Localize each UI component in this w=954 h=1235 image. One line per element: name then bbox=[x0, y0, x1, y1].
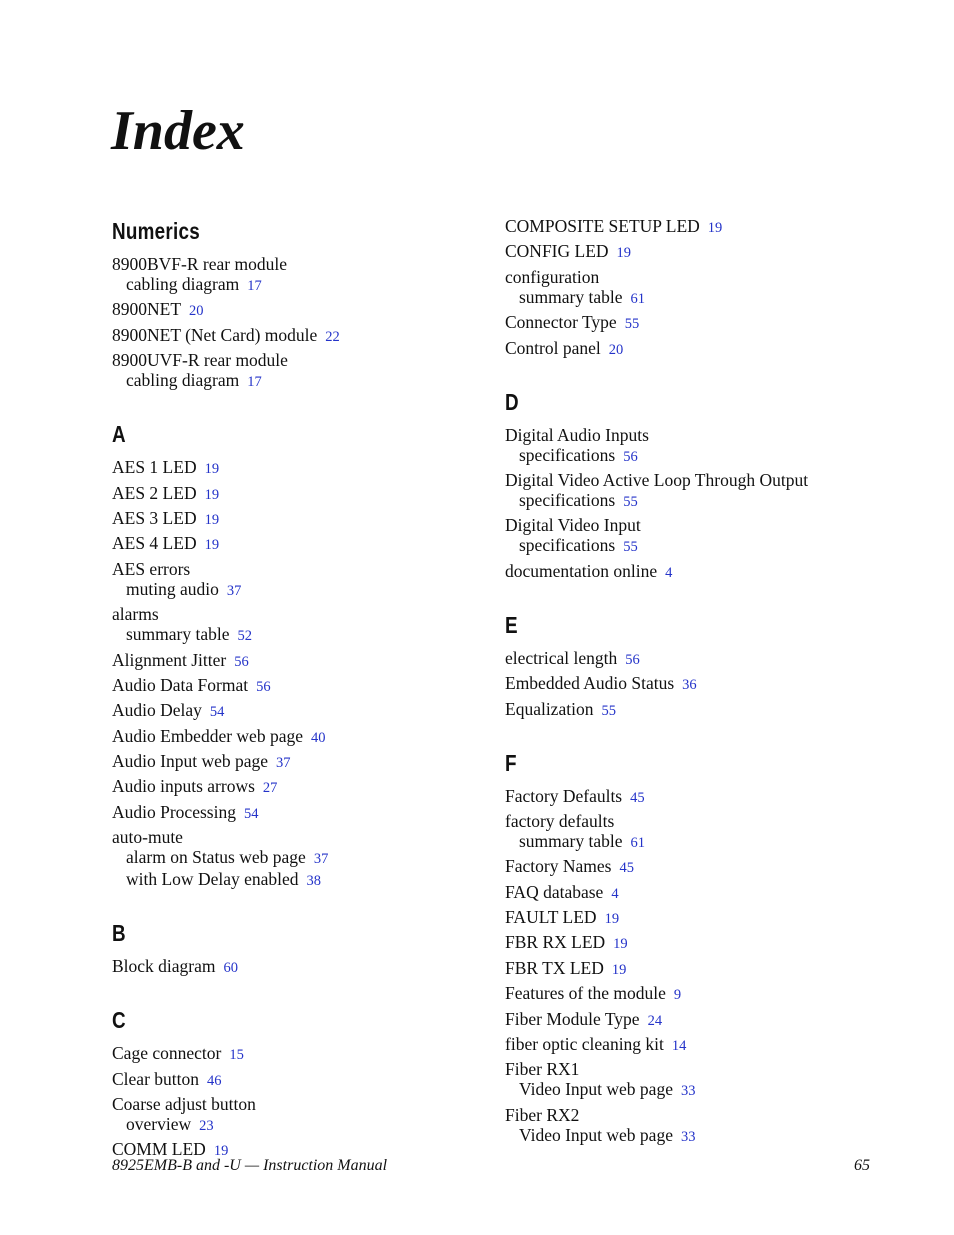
index-entry bbox=[505, 882, 885, 904]
index-entry bbox=[505, 1034, 885, 1056]
index-entry bbox=[112, 675, 492, 697]
index-entry bbox=[505, 907, 885, 929]
section-heading: A bbox=[112, 421, 126, 448]
entry-term: COMPOSITE SETUP LED bbox=[505, 216, 700, 236]
entry-term: AES 1 LED bbox=[112, 457, 197, 478]
entry-term: AES 3 LED bbox=[112, 507, 197, 528]
entry-term: FBR TX LED bbox=[505, 957, 604, 978]
page-link[interactable]: 17 bbox=[247, 278, 262, 294]
page-link[interactable]: 37 bbox=[276, 755, 291, 772]
entry-term: AES 2 LED bbox=[112, 482, 197, 503]
page-link[interactable]: 37 bbox=[313, 851, 329, 868]
index-entry bbox=[112, 726, 492, 748]
entry-line bbox=[112, 533, 492, 555]
entry-line bbox=[505, 338, 885, 360]
entry-line bbox=[112, 483, 492, 505]
entry-line bbox=[112, 350, 492, 370]
page-link[interactable]: 55 bbox=[623, 539, 638, 556]
index-entry bbox=[112, 457, 492, 479]
index-entry bbox=[112, 751, 492, 773]
entry-term: FAULT LED bbox=[505, 907, 597, 928]
page-link[interactable]: 45 bbox=[630, 789, 645, 806]
index-section bbox=[112, 1003, 492, 1161]
page-link[interactable]: 46 bbox=[207, 1072, 222, 1089]
index-entry bbox=[112, 700, 492, 722]
entry-term: FAQ database bbox=[505, 881, 604, 902]
footer-manual-title: 8925EMB-B and -U — Instruction Manual bbox=[112, 1157, 388, 1174]
entry-line bbox=[505, 958, 885, 980]
entry-line bbox=[505, 425, 885, 445]
index-entry bbox=[505, 216, 885, 238]
entry-term: 8900BVF-R rear module bbox=[112, 254, 287, 274]
entry-line bbox=[112, 1069, 492, 1091]
subentry-line bbox=[505, 1125, 885, 1147]
index-entry bbox=[112, 299, 492, 321]
index-entry bbox=[505, 983, 885, 1005]
entry-term: Audio Input web page bbox=[112, 751, 269, 772]
page-link[interactable]: 4 bbox=[611, 885, 619, 902]
footer-page-number: 65 bbox=[854, 1157, 870, 1174]
entry-line bbox=[112, 1043, 492, 1065]
entry-term: documentation online bbox=[505, 560, 658, 581]
entry-term: Fiber RX1 bbox=[505, 1059, 580, 1080]
entry-term: Coarse adjust button bbox=[112, 1094, 256, 1115]
entry-line bbox=[112, 675, 492, 697]
page-link[interactable]: 20 bbox=[189, 303, 204, 320]
entry-term: COMM LED bbox=[112, 1139, 206, 1160]
page-link[interactable]: 19 bbox=[616, 245, 632, 262]
subentry-term: specifications bbox=[519, 489, 616, 510]
entry-term: Audio inputs arrows bbox=[112, 776, 255, 797]
entry-term: Fiber Module Type bbox=[505, 1008, 640, 1029]
index-section bbox=[112, 214, 492, 392]
index-entry bbox=[505, 470, 885, 512]
entry-line bbox=[112, 650, 492, 672]
subentry-term: Video Input web page bbox=[519, 1079, 673, 1100]
entry-term: 8900UVF-R rear module bbox=[112, 350, 288, 371]
index-entry bbox=[505, 1009, 885, 1031]
entry-term: factory defaults bbox=[505, 810, 615, 831]
page-link[interactable]: 38 bbox=[306, 873, 322, 890]
page-link[interactable]: 56 bbox=[256, 678, 271, 695]
index-entry bbox=[505, 515, 885, 557]
page-link[interactable]: 37 bbox=[226, 582, 242, 599]
entry-term: Connector Type bbox=[505, 312, 617, 333]
index-entry bbox=[112, 1069, 492, 1091]
entry-line bbox=[112, 776, 492, 798]
entry-line bbox=[505, 1009, 885, 1031]
page-link[interactable]: 55 bbox=[624, 316, 640, 333]
page-link[interactable]: 19 bbox=[204, 461, 220, 478]
entry-term: Audio Embedder web page bbox=[112, 725, 303, 746]
index-entry bbox=[505, 932, 885, 954]
entry-line bbox=[112, 457, 492, 479]
index-entry bbox=[112, 533, 492, 555]
subentry-term: Video Input web page bbox=[519, 1124, 673, 1145]
page-link[interactable]: 22 bbox=[325, 328, 340, 345]
entry-line bbox=[505, 673, 885, 695]
index-entry bbox=[505, 958, 885, 980]
entry-line bbox=[505, 786, 885, 808]
entry-line bbox=[112, 726, 492, 748]
entry-term: CONFIG LED bbox=[505, 241, 609, 262]
page-link[interactable]: 33 bbox=[680, 1083, 696, 1100]
page-link[interactable]: 56 bbox=[623, 448, 638, 465]
entry-term: fiber optic cleaning kit bbox=[505, 1034, 664, 1055]
entry-line bbox=[505, 312, 885, 334]
entry-term: electrical length bbox=[505, 647, 618, 668]
entry-line bbox=[505, 241, 885, 263]
entry-term: Features of the module bbox=[505, 983, 666, 1004]
index-entry bbox=[505, 241, 885, 263]
subentry-term: overview bbox=[126, 1114, 192, 1135]
entry-term: Digital Video Input bbox=[505, 515, 641, 536]
index-entry bbox=[505, 786, 885, 808]
index-entry bbox=[112, 1043, 492, 1065]
section-heading: D bbox=[505, 388, 519, 415]
entry-line bbox=[505, 1034, 885, 1056]
subentry-line bbox=[505, 445, 885, 467]
index-entry bbox=[505, 1105, 885, 1147]
page-link[interactable]: 33 bbox=[680, 1128, 696, 1145]
index-entry bbox=[112, 776, 492, 798]
entry-term: Digital Video Active Loop Through Output bbox=[505, 469, 809, 490]
subentry-line bbox=[505, 490, 885, 512]
subentry-term: muting audio bbox=[126, 578, 219, 599]
page-link[interactable]: 19 bbox=[707, 220, 723, 236]
index-section bbox=[505, 216, 885, 360]
subentry-term: summary table bbox=[126, 624, 230, 645]
page-link[interactable]: 15 bbox=[229, 1047, 244, 1064]
entry-line bbox=[505, 983, 885, 1005]
subentry-term: summary table bbox=[519, 830, 623, 851]
page-footer bbox=[112, 1157, 870, 1175]
entry-line bbox=[112, 802, 492, 824]
entry-line bbox=[505, 932, 885, 954]
index-entry bbox=[112, 350, 492, 392]
page-link[interactable]: 56 bbox=[625, 651, 640, 668]
subentry-term: specifications bbox=[519, 444, 616, 465]
index-column-right bbox=[505, 216, 885, 1150]
subentry-line bbox=[112, 624, 492, 646]
subentry-term: cabling diagram bbox=[126, 274, 240, 294]
entry-line bbox=[505, 267, 885, 287]
entry-term: configuration bbox=[505, 266, 600, 287]
page-link[interactable]: 4 bbox=[665, 564, 673, 581]
index-entry bbox=[112, 559, 492, 601]
subentry-term: specifications bbox=[519, 535, 616, 556]
entry-term: Factory Names bbox=[505, 856, 612, 877]
subentry-term: summary table bbox=[519, 286, 623, 307]
page-title: Index bbox=[111, 100, 245, 162]
entry-line bbox=[505, 648, 885, 670]
entry-term: 8900NET bbox=[112, 299, 182, 320]
index-entry bbox=[505, 699, 885, 721]
page-link[interactable]: 19 bbox=[604, 911, 620, 928]
subentry-line bbox=[505, 535, 885, 557]
page-link[interactable]: 40 bbox=[310, 729, 326, 746]
page-link[interactable]: 55 bbox=[601, 702, 616, 719]
entry-term: Block diagram bbox=[112, 956, 216, 977]
entry-term: Clear button bbox=[112, 1068, 199, 1089]
index-entry bbox=[112, 956, 492, 978]
entry-line bbox=[505, 882, 885, 904]
page-link[interactable]: 52 bbox=[237, 628, 253, 645]
page-link[interactable]: 27 bbox=[262, 780, 278, 797]
section-heading: F bbox=[505, 749, 517, 776]
page-link[interactable]: 54 bbox=[209, 704, 225, 721]
subentry-term: with Low Delay enabled bbox=[126, 869, 299, 890]
index-entry bbox=[112, 650, 492, 672]
entry-line bbox=[112, 325, 492, 347]
entry-line bbox=[112, 299, 492, 321]
entry-line bbox=[505, 561, 885, 583]
page-link[interactable]: 24 bbox=[647, 1012, 663, 1029]
entry-line bbox=[112, 956, 492, 978]
entry-term: Cage connector bbox=[112, 1043, 222, 1064]
entry-line bbox=[505, 515, 885, 535]
index-section bbox=[505, 608, 885, 721]
page-link[interactable]: 19 bbox=[204, 511, 220, 528]
index-entry bbox=[112, 802, 492, 824]
page-link[interactable]: 45 bbox=[619, 860, 634, 877]
index-entry bbox=[505, 1059, 885, 1101]
entry-term: Factory Defaults bbox=[505, 785, 623, 806]
entry-term: AES 4 LED bbox=[112, 533, 197, 554]
page-link[interactable]: 14 bbox=[671, 1038, 687, 1055]
index-entry bbox=[112, 604, 492, 646]
page-link[interactable]: 19 bbox=[213, 1143, 229, 1160]
page-link[interactable]: 61 bbox=[630, 290, 646, 307]
index-column-left bbox=[112, 214, 492, 1165]
entry-line bbox=[505, 811, 885, 831]
subentry-line bbox=[112, 579, 492, 601]
page-link[interactable]: 54 bbox=[243, 805, 259, 822]
subentry-line bbox=[112, 1114, 492, 1136]
entry-term: alarms bbox=[112, 604, 159, 625]
entry-line bbox=[505, 907, 885, 929]
entry-term: Audio Delay bbox=[112, 700, 202, 721]
index-entry bbox=[505, 425, 885, 467]
entry-term: Equalization bbox=[505, 698, 594, 719]
page-link[interactable]: 36 bbox=[682, 677, 697, 694]
entry-term: Fiber RX2 bbox=[505, 1104, 580, 1125]
entry-line bbox=[505, 699, 885, 721]
index-entry bbox=[505, 673, 885, 695]
index-entry bbox=[112, 508, 492, 530]
index-entry bbox=[112, 254, 492, 296]
page-link[interactable]: 17 bbox=[247, 374, 262, 391]
index-entry bbox=[505, 856, 885, 878]
index-entry bbox=[112, 827, 492, 891]
page-link[interactable]: 19 bbox=[204, 537, 220, 554]
entry-line bbox=[112, 559, 492, 579]
entry-line bbox=[112, 700, 492, 722]
entry-term: Digital Audio Inputs bbox=[505, 424, 649, 445]
entry-line bbox=[112, 254, 492, 274]
page-link[interactable]: 19 bbox=[611, 961, 627, 978]
entry-line bbox=[505, 216, 885, 238]
entry-term: auto-mute bbox=[112, 827, 183, 848]
entry-term: FBR RX LED bbox=[505, 932, 606, 953]
index-entry bbox=[505, 338, 885, 360]
section-heading: Numerics bbox=[112, 218, 200, 244]
subentry-line bbox=[112, 869, 492, 891]
page-link[interactable]: 56 bbox=[234, 653, 249, 670]
subentry-line bbox=[505, 287, 885, 309]
entry-term: Control panel bbox=[505, 337, 601, 358]
section-heading: E bbox=[505, 611, 518, 638]
page-link[interactable]: 23 bbox=[199, 1118, 214, 1135]
entry-line bbox=[112, 751, 492, 773]
entry-term: Audio Data Format bbox=[112, 674, 249, 695]
page-link[interactable]: 61 bbox=[630, 834, 646, 851]
index-entry bbox=[505, 648, 885, 670]
entry-line bbox=[112, 827, 492, 847]
entry-term: AES errors bbox=[112, 558, 191, 579]
index-entry bbox=[505, 561, 885, 583]
entry-line bbox=[505, 1059, 885, 1079]
page-link[interactable]: 19 bbox=[204, 486, 220, 503]
index-entry bbox=[112, 325, 492, 347]
index-section bbox=[505, 385, 885, 583]
index-entry bbox=[505, 312, 885, 334]
section-heading: C bbox=[112, 1007, 126, 1034]
subentry-line bbox=[112, 847, 492, 869]
index-section bbox=[112, 916, 492, 978]
entry-line bbox=[505, 470, 885, 490]
page-link[interactable]: 20 bbox=[608, 341, 624, 358]
subentry-line bbox=[505, 831, 885, 853]
index-entry bbox=[112, 483, 492, 505]
page-link[interactable]: 19 bbox=[613, 936, 628, 953]
section-heading: B bbox=[112, 920, 126, 947]
entry-term: 8900NET (Net Card) module bbox=[112, 324, 318, 345]
entry-line bbox=[112, 604, 492, 624]
entry-line bbox=[112, 508, 492, 530]
page-link[interactable]: 55 bbox=[623, 493, 638, 510]
page-link[interactable]: 9 bbox=[673, 987, 682, 1004]
entry-line bbox=[112, 1094, 492, 1114]
entry-line bbox=[505, 1105, 885, 1125]
entry-term: Audio Processing bbox=[112, 801, 236, 822]
index-entry bbox=[505, 267, 885, 309]
entry-term: Alignment Jitter bbox=[112, 649, 227, 670]
page-link[interactable]: 60 bbox=[223, 960, 239, 977]
entry-line bbox=[505, 856, 885, 878]
subentry-term: cabling diagram bbox=[126, 370, 240, 391]
subentry-term: alarm on Status web page bbox=[126, 847, 306, 868]
index-section bbox=[505, 746, 885, 1147]
index-section bbox=[112, 417, 492, 891]
index-entry bbox=[505, 811, 885, 853]
entry-term: Embedded Audio Status bbox=[505, 673, 675, 694]
subentry-line bbox=[112, 274, 492, 296]
subentry-line bbox=[112, 370, 492, 392]
subentry-line bbox=[505, 1079, 885, 1101]
index-entry bbox=[112, 1094, 492, 1136]
